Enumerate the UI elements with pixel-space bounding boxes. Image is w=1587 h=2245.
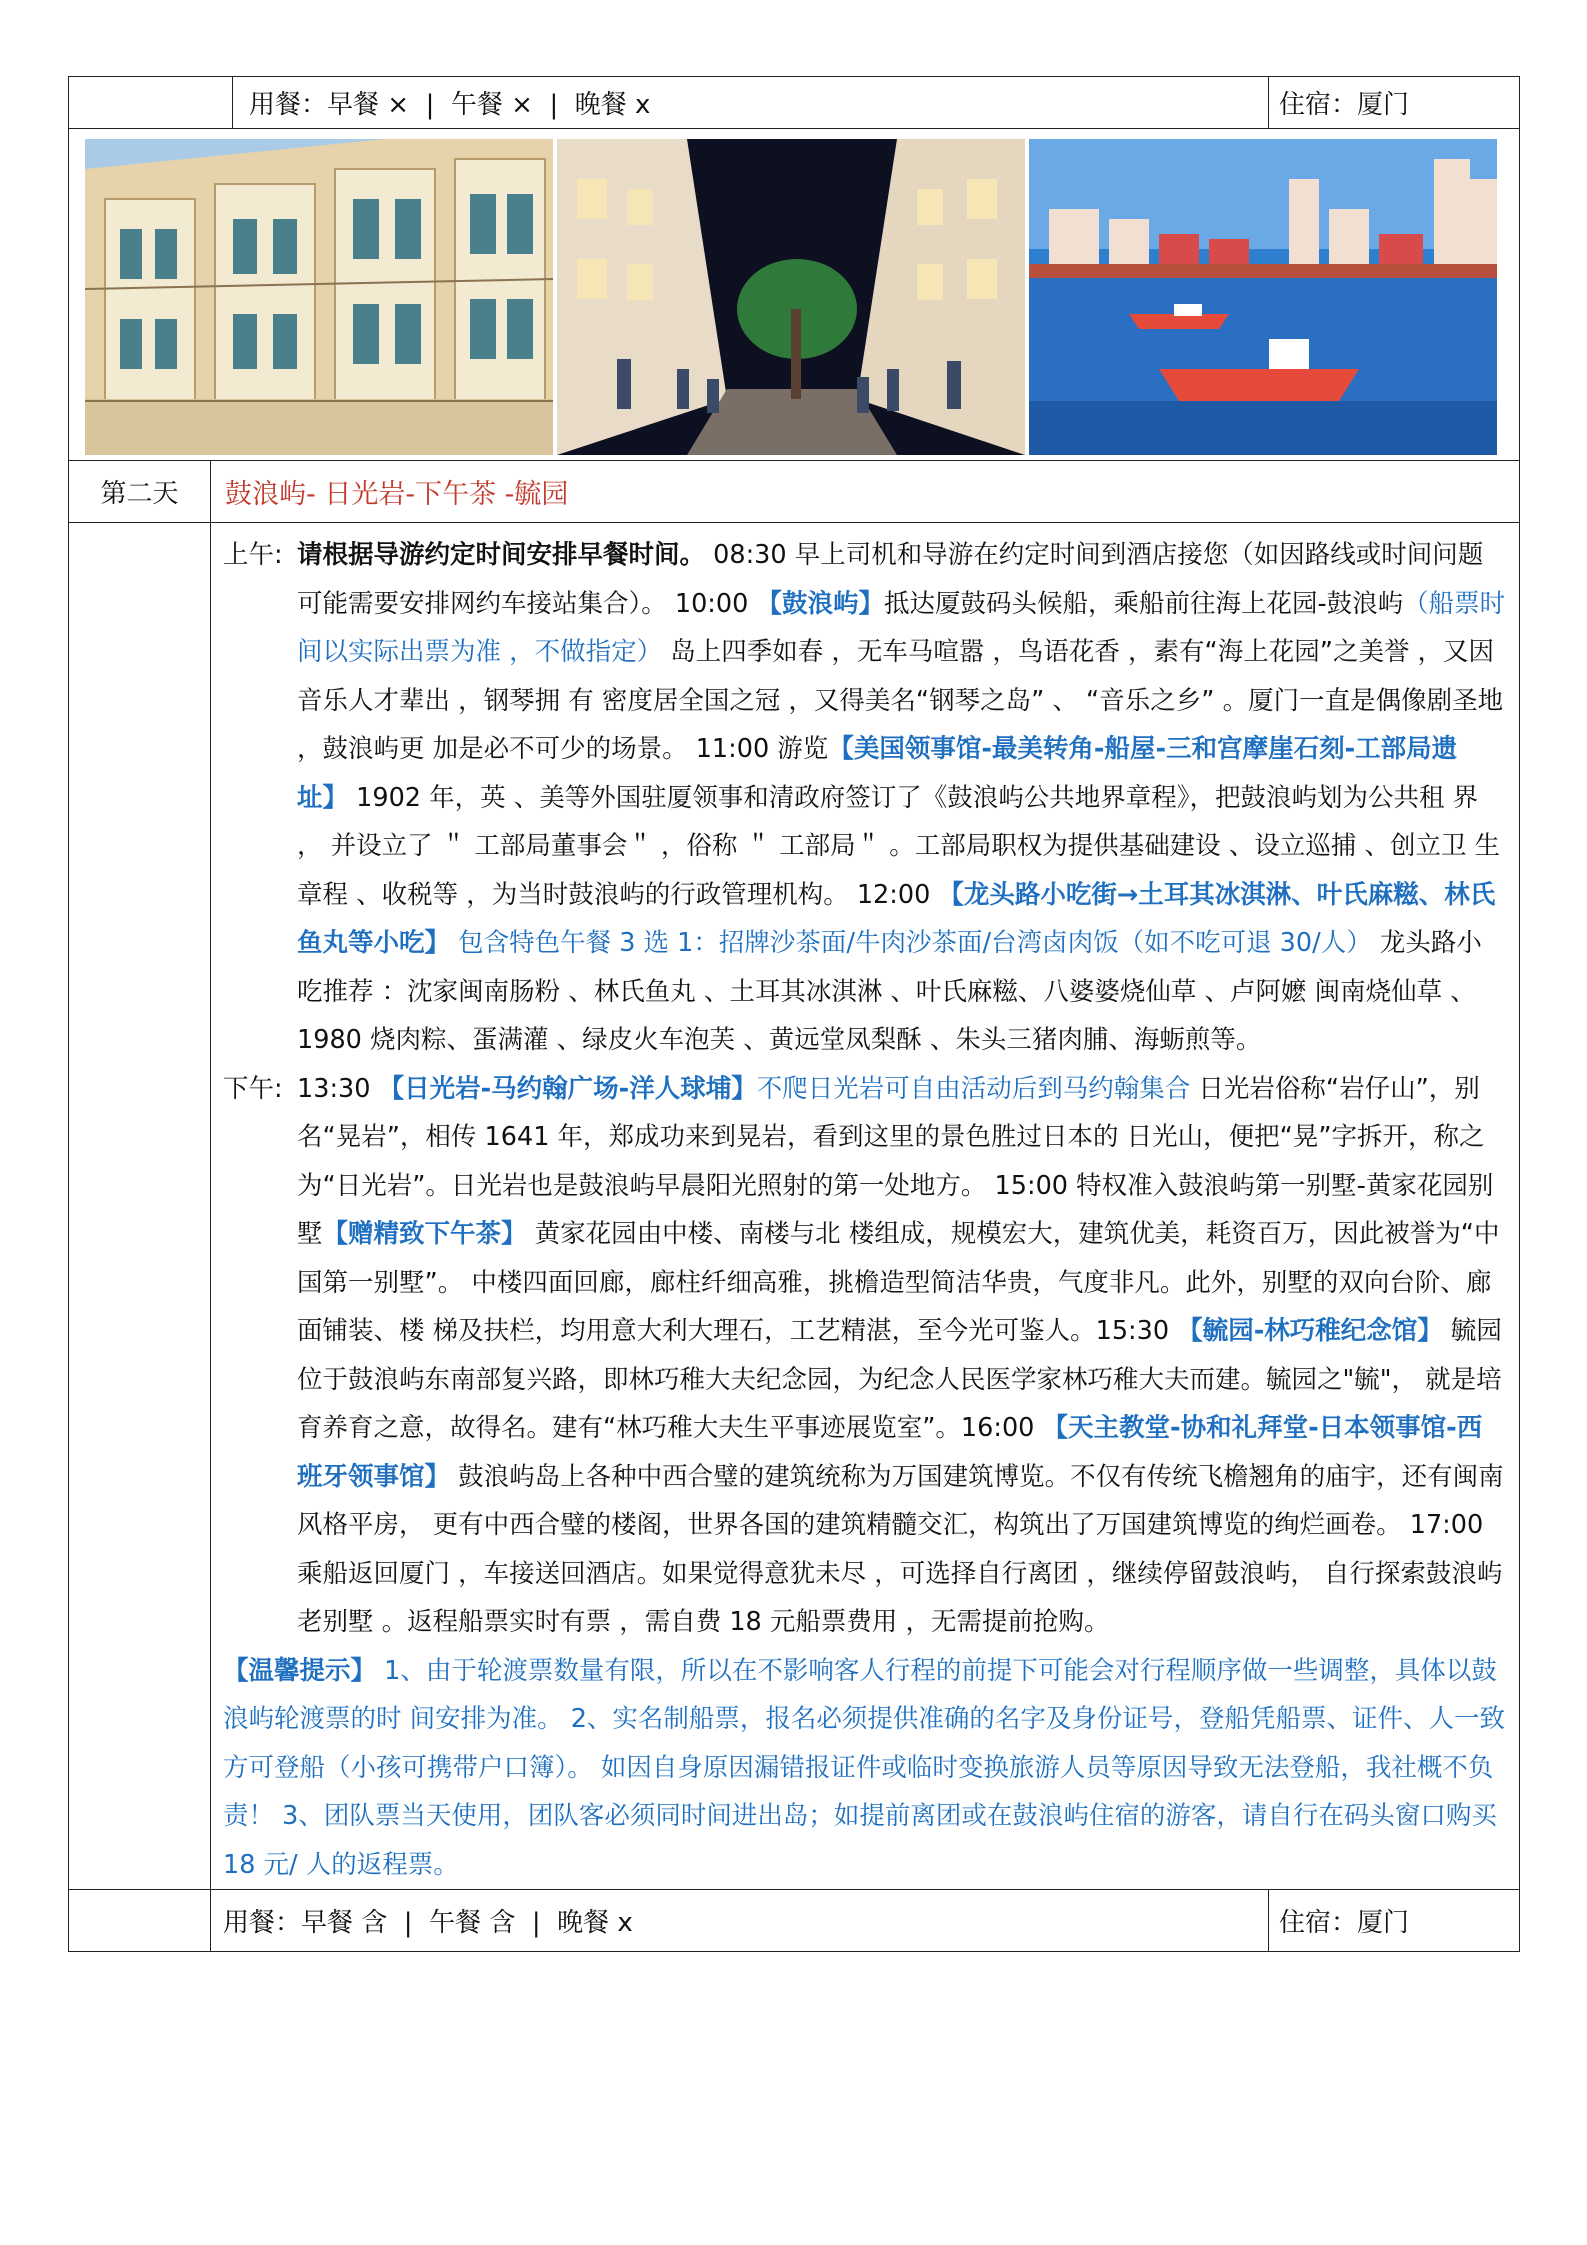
meal-row-top xyxy=(69,77,1519,129)
morning-segment: 龙头路小吃推荐 ：沈家闽南肠粉 、林氏鱼丸 、土耳其冰淇淋 、叶氏麻糍、八婆婆烧仙草 、卢阿嬷 闽南烧仙草 、1980 烧肉粽、蛋满灌 、绿皮火车泡芙 、黄远堂凤梨酥 、朱头三猪肉脯、海蛎煎等。 xyxy=(297,928,1482,1055)
afternoon-segment: 不爬日光岩可自由活动后到马约翰集合 xyxy=(756,1073,1191,1104)
afternoon-label: 下午: xyxy=(223,1073,283,1104)
meal-info-top xyxy=(233,77,1269,128)
afternoon-section xyxy=(223,1065,1507,1647)
morning-segment: （船票时间以实际出票为准 ，不做指定） xyxy=(297,588,1506,667)
photo-row xyxy=(69,129,1519,461)
photo-harbor xyxy=(1029,139,1497,455)
afternoon-segment: 【日光岩-马约翰广场-洋人球埔】 xyxy=(378,1073,757,1104)
itinerary-table xyxy=(68,76,1520,1952)
afternoon-segment: 鼓浪屿岛上各种中西合璧的建筑统称为万国建筑博览。不仅有传统飞檐翘角的庙宇，还有闽南风格平房， 更有中西合璧的楼阁，世界各国的建筑精髓交汇，构筑出了万国建筑博览的绚烂画卷。 17:00 乘船返回厦门 ，车接送回酒店。如果觉得意犹未尽 ，可选择自行离团 ，继续停留鼓浪屿， 自行探索鼓浪屿老别墅 。返程船票实时有票 ，需自费 18 元船票费用 ，无需提前抢购。 xyxy=(297,1461,1504,1637)
afternoon-segment: 毓园位于鼓浪屿东南部复兴路，即林巧稚大夫纪念园，为纪念人民医学家林巧稚大夫而建。毓园之"毓"， 就是培育养育之意，故得名。建有“林巧稚大夫生平事迹展览室”。16:00 xyxy=(297,1316,1502,1443)
morning-label: 上午: xyxy=(223,540,283,570)
morning-segment: 【龙头路小吃街→土耳其冰淇淋、叶氏麻糍、林氏鱼丸等小吃】 xyxy=(297,879,1496,958)
morning-segment: 08:30 早上司机和导游在约定时间到酒店接您（如因路线或时间问题可能需要安排网约车接站集合）。 10:00 xyxy=(297,540,1484,619)
afternoon-segment: 日光岩俗称“岩仔山”，别名“晃岩”，相传 1641 年，郑成功来到晃岩，看到这里的景色胜过日本的 日光山，便把“晃”字拆开，称之为“日光岩”。日光岩也是鼓浪屿早晨阳光照射的第一处地方。 15:00 特权准入鼓浪屿第一别墅-黄家花园别墅 xyxy=(297,1073,1494,1249)
stay-info-bottom: 住宿：厦门 xyxy=(1279,1908,1410,1938)
afternoon-segment: 13:30 xyxy=(297,1073,379,1104)
afternoon-text xyxy=(297,1074,1504,1638)
morning-segment: 包含特色午餐 3 选 1：招牌沙茶面/牛肉沙茶面/台湾卤肉饭（如不吃可退 30/人） xyxy=(450,928,1372,958)
day-content xyxy=(211,523,1519,1889)
tips-section xyxy=(223,1647,1507,1890)
morning-section xyxy=(223,531,1507,1065)
photo-colonial-building xyxy=(85,139,553,455)
morning-segment: 岛上四季如春 ，无车马喧嚣 ，鸟语花香 ，素有“海上花园”之美誉 ，又因音乐人才辈出 ，钢琴拥 有 密度居全国之冠 ，又得美名“钢琴之岛” 、 “音乐之乡” 。厦门一直是偶像剧圣地 ，鼓浪屿更 加是必不可少的场景。 11:00 游览 xyxy=(297,637,1504,764)
afternoon-segment: 黄家花园由中楼、南楼与北 楼组成，规模宏大，建筑优美，耗资百万，因此被誉为“中国第一别墅”。 中楼四面回廊，廊柱纤细高雅，挑檐造型简洁华贵，气度非凡。此外，别墅的双向台阶、廊面铺装、楼 梯及扶栏，均用意大利大理石，工艺精湛，至今光可鉴人。15:30 xyxy=(297,1219,1500,1346)
stay-info-top: 住宿：厦门 xyxy=(1279,90,1410,120)
meal-text: 用餐：早餐 × | 午餐 × | 晚餐 x xyxy=(249,90,651,120)
day-content-row xyxy=(69,523,1519,1889)
meal-text: 用餐：早餐 含 | 午餐 含 | 晚餐 x xyxy=(223,1908,633,1938)
tips-text: 1、由于轮渡票数量有限，所以在不影响客人行程的前提下可能会对行程顺序做一些调整，具体以鼓浪屿轮渡票的时 间安排为准。 2、实名制船票，报名必须提供准确的名字及身份证号，登船凭船票、证件、人一致方可登船（小孩可携带户口簿）。 如因自身原因漏错报证件或临时变换旅游人员等原因导致无法登船，我社概不负责！ 3、团队票当天使用，团队客必须同时间进出岛；如提前离团或在鼓浪屿住宿的游客，请自行在码头窗口购买 18 元/ 人的返程票。 xyxy=(223,1655,1505,1880)
morning-segment: 1902 年，英 、美等外国驻厦领事和清政府签订了《鼓浪屿公共地界章程》，把鼓浪屿划为公共租 界 ， 并设立了 ＂ 工部局董事会＂ ，俗称 ＂ 工部局＂ 。工部局职权为提供基础建设 、设立巡捕 、创立卫 生章程 、收税等 ，为当时鼓浪屿的行政管理机构。 12:00 xyxy=(297,782,1501,910)
morning-segment: 抵达厦鼓码头候船，乘船前往海上花园-鼓浪屿 xyxy=(883,588,1404,619)
photo-night-street xyxy=(557,139,1025,455)
morning-segment: 【鼓浪屿】 xyxy=(756,588,884,619)
meal-info-bottom xyxy=(211,1890,1269,1951)
morning-segment: 【美国领事馆-最美转角-船屋-三和宫摩崖石刻-工部局遗址】 xyxy=(297,734,1458,813)
day-title-row xyxy=(69,461,1519,523)
content-left-cell xyxy=(69,523,211,1889)
afternoon-segment: 【毓园-林巧稚纪念馆】 xyxy=(1177,1316,1443,1346)
afternoon-segment: 【天主教堂-协和礼拜堂-日本领事馆-西班牙领事馆】 xyxy=(297,1413,1483,1492)
day-label: 第二天 xyxy=(69,461,211,522)
afternoon-segment: 【赠精致下午茶】 xyxy=(322,1219,527,1249)
empty-cell xyxy=(69,77,233,128)
day-route-title: 鼓浪屿- 日光岩-下午茶 -毓园 xyxy=(225,479,569,510)
empty-cell xyxy=(69,1890,211,1951)
morning-segment: 请根据导游约定时间安排早餐时间。 xyxy=(297,540,706,570)
morning-text xyxy=(297,540,1505,1055)
tips-title: 【温馨提示】 xyxy=(223,1655,377,1686)
meal-row-bottom xyxy=(69,1889,1519,1951)
